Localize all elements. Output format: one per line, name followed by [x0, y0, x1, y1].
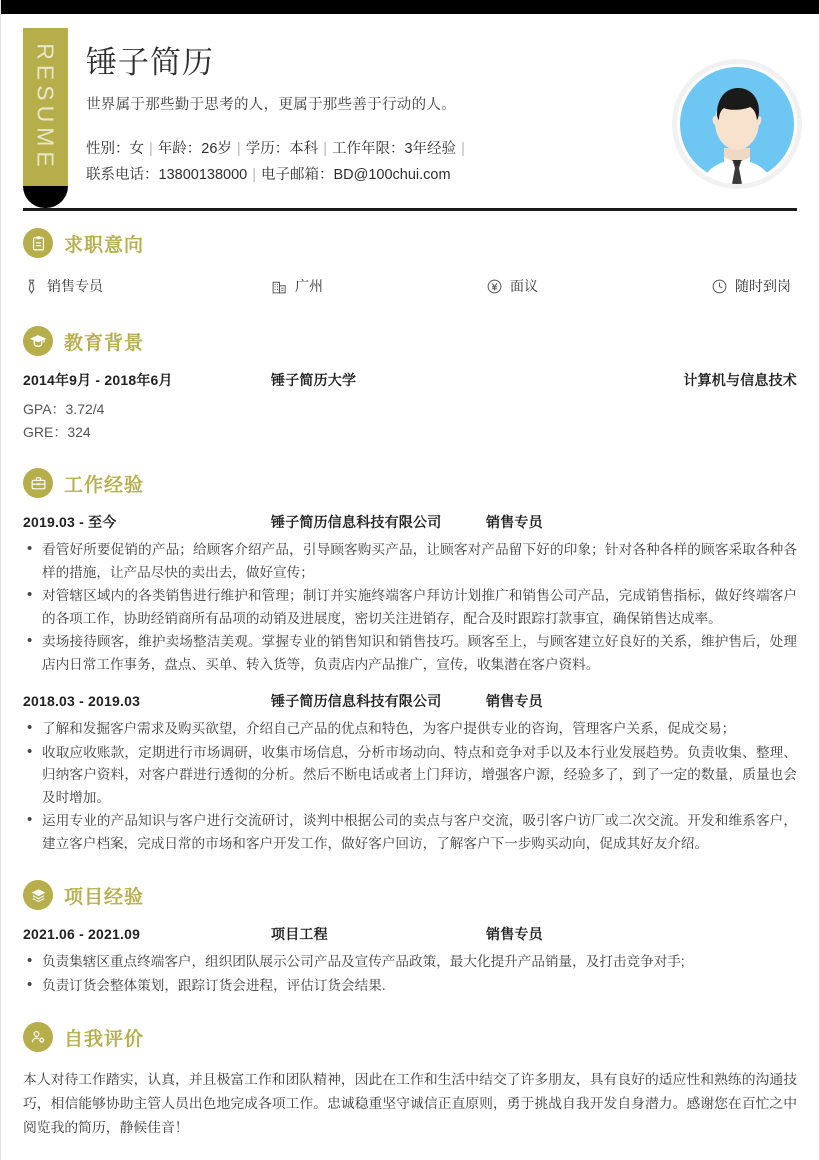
intention-salary	[486, 276, 711, 296]
section-title-intention: 求职意向	[64, 234, 145, 256]
clipboard-icon	[23, 228, 53, 258]
section-header-project	[23, 880, 797, 910]
fact-email: 电子邮箱：BD@100chui.com	[261, 167, 451, 184]
project-name: 项目工程	[271, 926, 328, 942]
project-date: 2021.06 - 2021.09	[23, 926, 141, 942]
intention-position	[23, 276, 271, 296]
education-major: 计算机与信息技术	[683, 372, 797, 388]
header-body	[86, 44, 619, 188]
intention-position-text: 销售专员	[47, 278, 103, 294]
intention-city	[271, 276, 486, 296]
education-entry	[23, 370, 797, 390]
fact-degree: 学历：本科	[245, 141, 319, 158]
list-item: • 看管好所要促销的产品；给顾客介绍产品，引导顾客购买产品，让顾客对产品留下好的印象；针对各种各样的顾客采取各种各样的措施，让产品尽快的卖出去，做好宣传；	[23, 539, 797, 584]
necktie-icon	[23, 278, 40, 295]
building-icon	[271, 278, 288, 295]
candidate-name: 锤子简历	[86, 45, 214, 80]
education-date: 2014年9月 - 2018年6月	[23, 372, 173, 388]
section-title-project: 项目经验	[64, 886, 145, 908]
project-role: 销售专员	[486, 926, 543, 942]
intention-availability	[711, 276, 791, 296]
top-black-bar	[1, 0, 819, 14]
avatar	[677, 64, 797, 184]
section-job-intention	[1, 214, 819, 296]
intention-city-text: 广州	[295, 278, 323, 294]
list-item: • 收取应收账款，定期进行市场调研，收集市场信息，分析市场动向、特点和竞争对手以及本行业发展趋势。负责收集、整理、 归纳客户资料，对客户群进行透彻的分析。然后不断电话或者上门拜访，增强客户源，经验多了，到了一定的数量，质量也会及时增加。	[23, 742, 797, 810]
fact-age: 年龄：26岁	[157, 141, 232, 158]
section-education	[1, 296, 819, 444]
list-item: • 卖场接待顾客，维护卖场整洁美观。掌握专业的销售知识和销售技巧。顾客至上，与顾客建立好良好的关系，维护售后，处理店内日常工作事务，盘点、买单、转入货等，负责店内产品推广，宣传，收集潜在客户资料。	[23, 631, 797, 676]
section-project-experience	[1, 856, 819, 997]
work-company: 锤子简历信息科技有限公司	[271, 693, 442, 709]
section-title-education: 教育背景	[64, 332, 145, 354]
header-divider	[23, 208, 797, 211]
list-item: • 了解和发掘客户需求及购买欲望，介绍自己产品的优点和特色，为客户提供专业的咨询，管理客户关系，促成交易；	[23, 718, 797, 741]
graduation-cap-icon	[23, 326, 53, 356]
intention-items	[23, 276, 797, 296]
work-date: 2018.03 - 2019.03	[23, 693, 141, 709]
education-gpa: GPA：3.72/4	[23, 401, 105, 417]
ribbon-label: RESUME	[33, 42, 59, 172]
work-bullets	[23, 539, 797, 676]
section-work-experience	[1, 444, 819, 855]
intention-availability-text: 随时到岗	[735, 278, 791, 294]
education-gre: GRE：324	[23, 424, 91, 440]
intention-salary-text: 面议	[510, 278, 538, 294]
work-entry	[23, 512, 797, 532]
candidate-motto: 世界属于那些勤于思考的人，更属于那些善于行动的人。	[86, 97, 456, 114]
project-entry	[23, 924, 797, 944]
education-school: 锤子简历大学	[271, 372, 357, 388]
resume-ribbon	[23, 28, 68, 186]
work-role: 销售专员	[486, 514, 543, 530]
layers-icon	[23, 880, 53, 910]
project-bullets	[23, 951, 797, 997]
section-header-work	[23, 468, 797, 498]
ribbon-cap-shape	[23, 186, 68, 208]
self-evaluation-text: 本人对待工作踏实，认真，并且极富工作和团队精神，因此在工作和生活中结交了许多朋友，具有良好的适应性和熟练的沟通技巧，相信能够协助主管人员出色地完成各项工作。忠诚稳重坚守诚信正直原则，勇于挑战自我开发自身潜力。感谢您在百忙之中阅览我的简历，静候佳音！	[23, 1072, 797, 1135]
facts-line-2: 联系电话：13800138000 | 电子邮箱：BD@100chui.com	[86, 167, 451, 184]
work-entry	[23, 691, 797, 711]
education-details	[23, 398, 797, 444]
work-company: 锤子简历信息科技有限公司	[271, 514, 442, 530]
yen-icon	[486, 278, 503, 295]
resume-header	[1, 14, 819, 214]
section-header-education	[23, 326, 797, 356]
fact-gender: 性别：女	[86, 141, 144, 158]
briefcase-icon	[23, 468, 53, 498]
fact-experience: 工作年限：3年经验	[331, 141, 457, 158]
work-bullets	[23, 718, 797, 855]
candidate-facts	[86, 136, 619, 188]
section-title-self-evaluation: 自我评价	[64, 1028, 145, 1050]
person-gear-icon	[23, 1022, 53, 1052]
work-date: 2019.03 - 至今	[23, 514, 117, 530]
list-item: • 运用专业的产品知识与客户进行交流研讨，谈判中根据公司的卖点与客户交流，吸引客户访厂或二次交流。开发和维系客户，建立客户档案，完成日常的市场和客户开发工作，做好客户回访，了解客户下一步购买动向，促成其好友介绍。	[23, 810, 797, 855]
work-role: 销售专员	[486, 693, 543, 709]
list-item: • 负责订货会整体策划，跟踪订货会进程，评估订货会结果.	[23, 975, 797, 998]
section-header-intention	[23, 228, 797, 258]
list-item: • 对管辖区域内的各类销售进行维护和管理；制订并实施终端客户拜访计划推广和销售公司产品，完成销售指标，做好终端客户的各项工作，协助经销商所有品项的动销及进展度，密切关注进销存，配合及时跟踪打款事宜，确保销售达成率。	[23, 585, 797, 630]
section-title-work: 工作经验	[64, 474, 145, 496]
clock-icon	[711, 278, 728, 295]
section-header-self-evaluation	[23, 1022, 797, 1052]
facts-line-1: 性别：女 | 年龄：26岁 | 学历：本科 | 工作年限：3年经验 |	[86, 141, 465, 158]
list-item: • 负责集辖区重点终端客户，组织团队展示公司产品及宣传产品政策，最大化提升产品销量，及打击竞争对手;	[23, 951, 797, 974]
section-self-evaluation	[1, 998, 819, 1140]
fact-phone: 联系电话：13800138000	[86, 167, 248, 184]
